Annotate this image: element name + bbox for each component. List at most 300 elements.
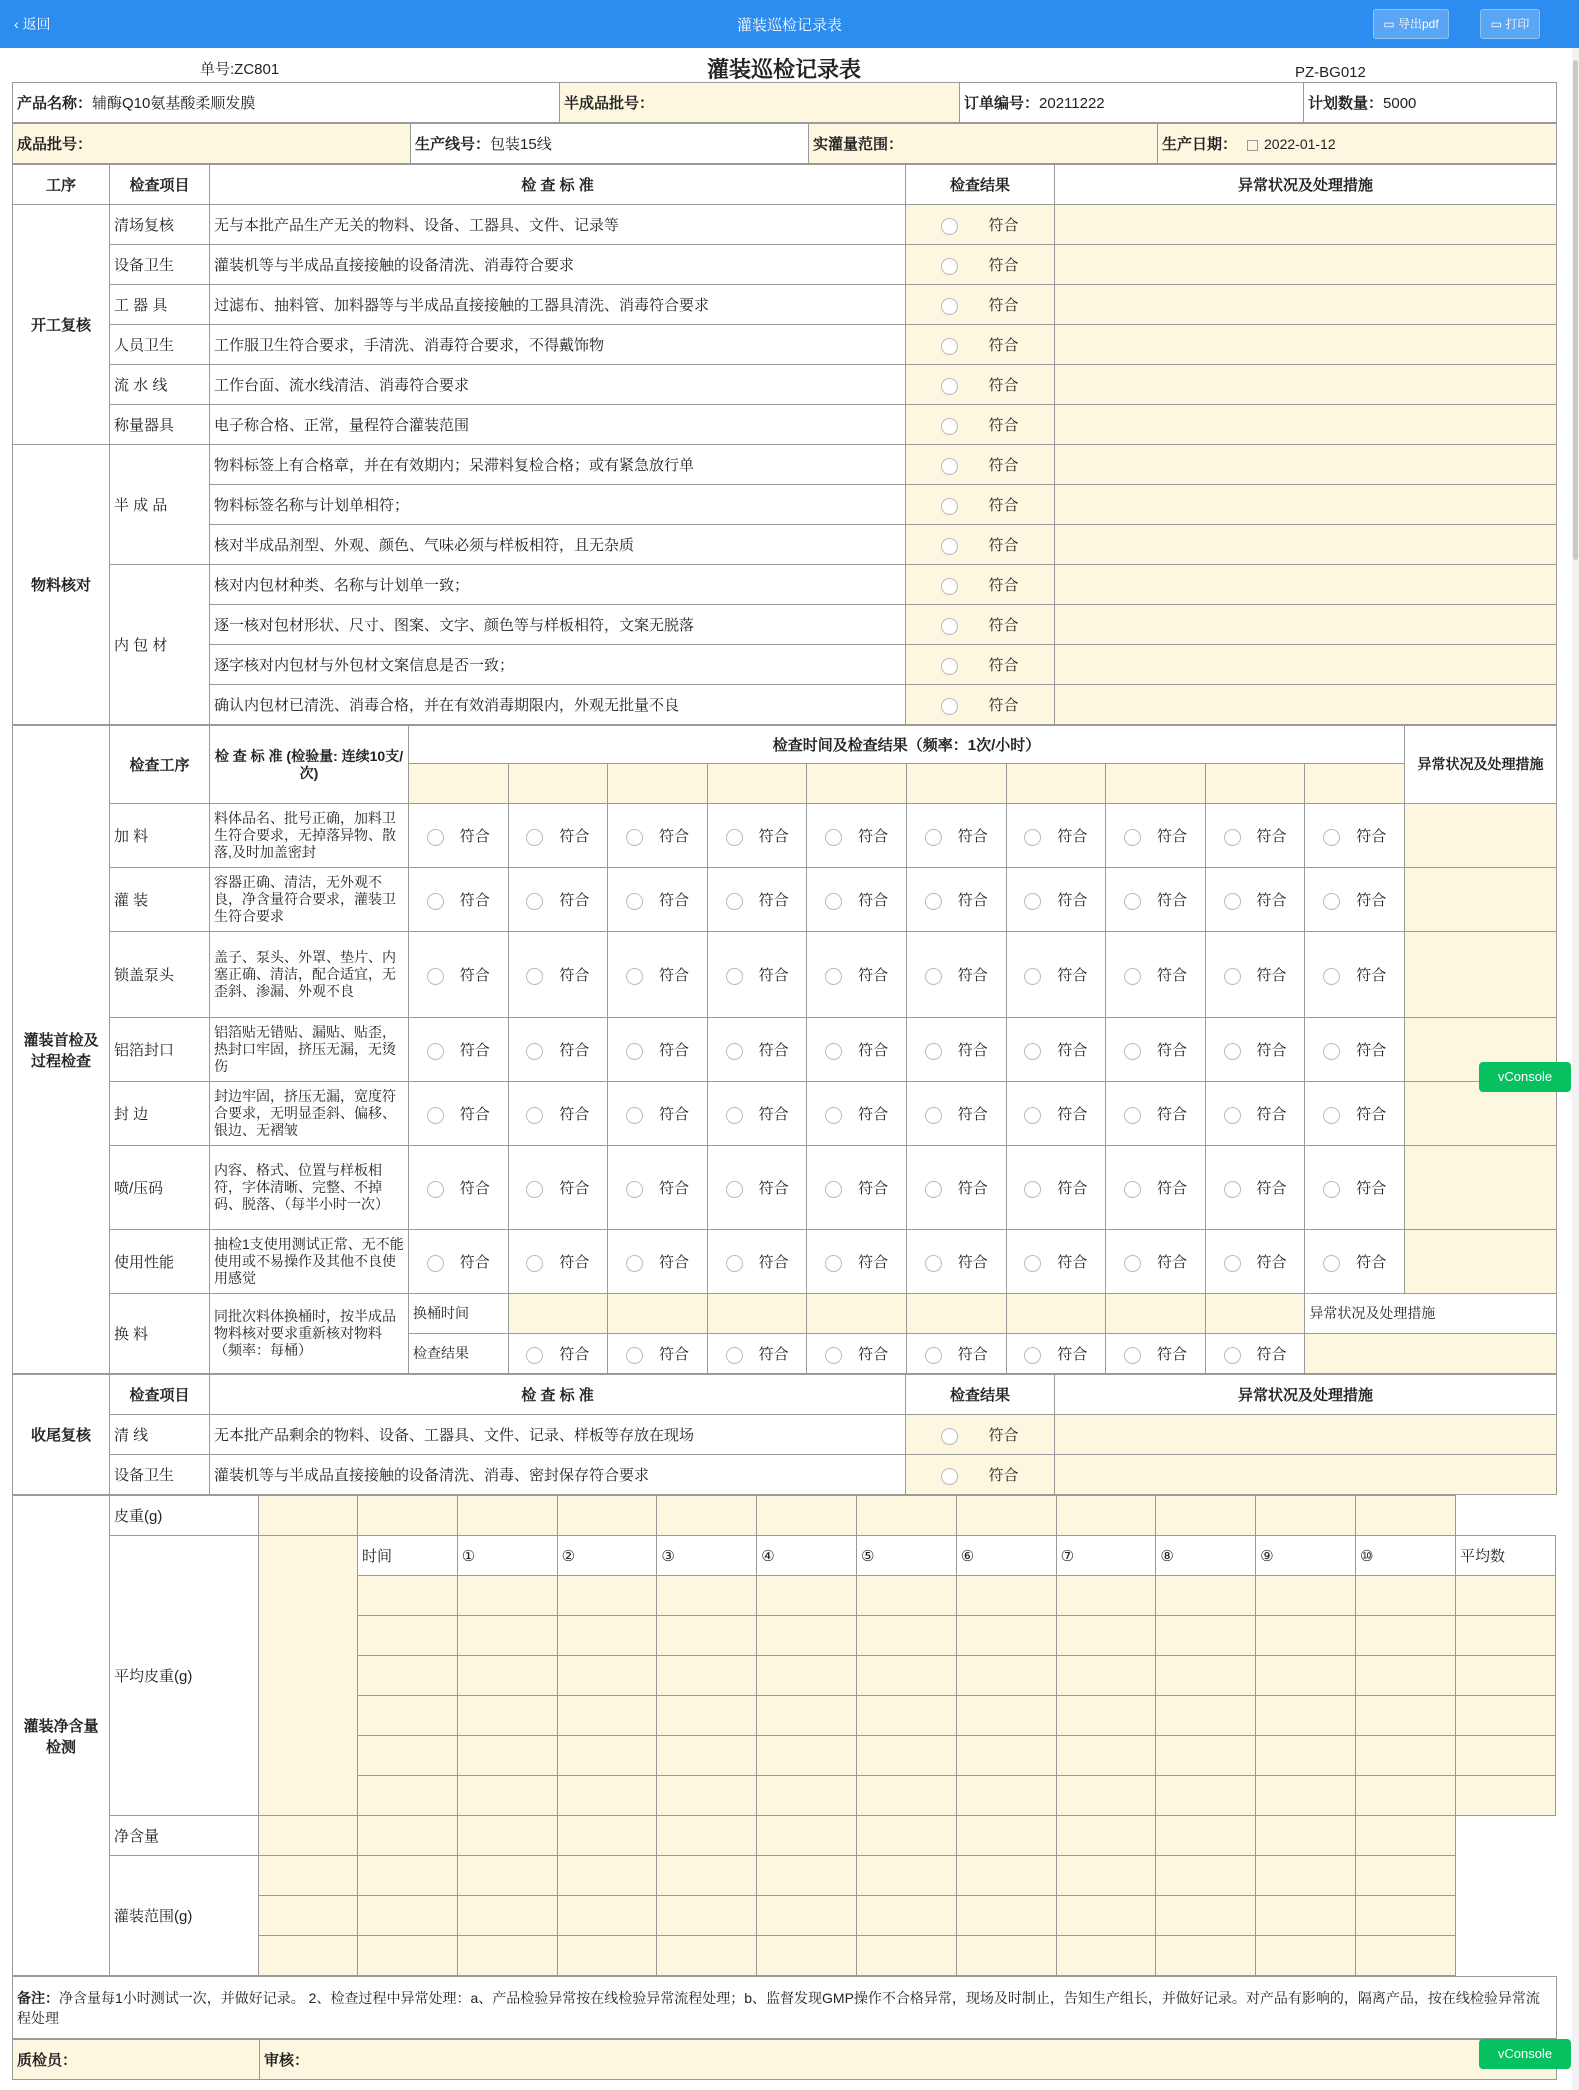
result-cell[interactable] (608, 932, 708, 1018)
abnormal-input[interactable] (1055, 565, 1557, 605)
measure-input[interactable] (757, 1616, 857, 1656)
radio-button[interactable] (427, 1107, 444, 1124)
measure-input[interactable] (956, 1776, 1056, 1816)
line-number-field[interactable]: 生产线号：包装15线 (411, 124, 809, 164)
radio-button[interactable] (941, 338, 958, 355)
net-content-input[interactable] (856, 1816, 956, 1856)
check-time-input[interactable] (1106, 764, 1206, 804)
tare-input[interactable] (956, 1496, 1056, 1536)
fill-range-input[interactable] (259, 1936, 358, 1976)
result-cell[interactable] (906, 804, 1006, 868)
fill-range-input[interactable] (757, 1896, 857, 1936)
measure-input[interactable] (956, 1616, 1056, 1656)
reviewer-field[interactable]: 审核： (260, 2040, 1557, 2080)
net-content-input[interactable] (1056, 1816, 1156, 1856)
vconsole-button[interactable]: vConsole (1479, 1062, 1571, 1092)
measure-input[interactable] (557, 1696, 657, 1736)
avg-tare-input[interactable] (259, 1536, 358, 1816)
measure-input[interactable] (1455, 1656, 1555, 1696)
check-time-input[interactable] (1006, 764, 1106, 804)
measure-input[interactable] (358, 1656, 458, 1696)
tare-input[interactable] (856, 1496, 956, 1536)
result-cell[interactable] (807, 868, 907, 932)
radio-button[interactable] (1124, 1255, 1141, 1272)
measure-input[interactable] (1256, 1656, 1356, 1696)
result-cell[interactable] (1305, 1082, 1405, 1146)
result-cell[interactable] (1205, 1082, 1305, 1146)
radio-button[interactable] (1323, 1255, 1340, 1272)
fill-range-input[interactable] (1256, 1896, 1356, 1936)
radio-button[interactable] (941, 1468, 958, 1485)
measure-input[interactable] (1056, 1616, 1156, 1656)
measure-input[interactable] (657, 1696, 757, 1736)
radio-button[interactable] (941, 498, 958, 515)
radio-button[interactable] (526, 968, 543, 985)
radio-button[interactable] (1124, 1107, 1141, 1124)
radio-button[interactable] (1323, 1043, 1340, 1060)
fill-range-input[interactable] (956, 1936, 1056, 1976)
result-cell[interactable] (906, 868, 1006, 932)
result-cell[interactable] (906, 932, 1006, 1018)
measure-input[interactable] (1355, 1576, 1455, 1616)
fill-range-input[interactable] (259, 1896, 358, 1936)
net-content-input[interactable] (757, 1816, 857, 1856)
change-abnormal-input[interactable] (1305, 1334, 1557, 1374)
measure-input[interactable] (757, 1696, 857, 1736)
measure-input[interactable] (358, 1736, 458, 1776)
radio-button[interactable] (1024, 1107, 1041, 1124)
fill-range-input[interactable] (1056, 1936, 1156, 1976)
change-time-input[interactable] (608, 1294, 708, 1334)
result-cell[interactable] (906, 1082, 1006, 1146)
result-cell[interactable] (409, 804, 509, 868)
radio-button[interactable] (626, 1043, 643, 1060)
radio-button[interactable] (825, 1347, 842, 1364)
radio-button[interactable] (1124, 1181, 1141, 1198)
result-cell[interactable] (1006, 1334, 1106, 1374)
result-cell[interactable] (1305, 804, 1405, 868)
abnormal-input[interactable] (1055, 485, 1557, 525)
result-cell[interactable] (608, 868, 708, 932)
radio-button[interactable] (726, 1347, 743, 1364)
radio-button[interactable] (526, 1107, 543, 1124)
radio-button[interactable] (1224, 1043, 1241, 1060)
radio-button[interactable] (825, 1181, 842, 1198)
check-time-input[interactable] (807, 764, 907, 804)
radio-button[interactable] (941, 418, 958, 435)
result-cell[interactable] (906, 325, 1055, 365)
result-cell[interactable] (807, 1082, 907, 1146)
result-cell[interactable] (508, 932, 608, 1018)
radio-button[interactable] (925, 1043, 942, 1060)
radio-button[interactable] (825, 1043, 842, 1060)
result-cell[interactable] (1006, 932, 1106, 1018)
radio-button[interactable] (825, 1107, 842, 1124)
radio-button[interactable] (825, 968, 842, 985)
result-cell[interactable] (707, 1018, 807, 1082)
radio-button[interactable] (726, 1255, 743, 1272)
check-time-input[interactable] (508, 764, 608, 804)
result-cell[interactable] (906, 605, 1055, 645)
net-content-input[interactable] (657, 1816, 757, 1856)
result-cell[interactable] (906, 365, 1055, 405)
result-cell[interactable] (608, 1334, 708, 1374)
measure-input[interactable] (457, 1656, 557, 1696)
radio-button[interactable] (1024, 968, 1041, 985)
result-cell[interactable] (707, 804, 807, 868)
measure-input[interactable] (457, 1616, 557, 1656)
result-cell[interactable] (508, 1082, 608, 1146)
fill-range-input[interactable] (856, 1936, 956, 1976)
result-cell[interactable] (906, 405, 1055, 445)
tare-input[interactable] (1256, 1496, 1356, 1536)
result-cell[interactable] (906, 445, 1055, 485)
measure-input[interactable] (1056, 1736, 1156, 1776)
measure-input[interactable] (557, 1656, 657, 1696)
radio-button[interactable] (1024, 1255, 1041, 1272)
net-content-input[interactable] (557, 1816, 657, 1856)
abnormal-input[interactable] (1405, 868, 1557, 932)
fill-range-input[interactable] (1355, 1936, 1455, 1976)
result-cell[interactable] (707, 932, 807, 1018)
fill-range-input[interactable] (657, 1896, 757, 1936)
result-cell[interactable] (1106, 1082, 1206, 1146)
measure-input[interactable] (1355, 1656, 1455, 1696)
change-time-input[interactable] (508, 1294, 608, 1334)
radio-button[interactable] (941, 578, 958, 595)
fill-range-input[interactable] (757, 1856, 857, 1896)
radio-button[interactable] (726, 893, 743, 910)
radio-button[interactable] (526, 1347, 543, 1364)
measure-input[interactable] (956, 1576, 1056, 1616)
radio-button[interactable] (626, 829, 643, 846)
radio-button[interactable] (1323, 968, 1340, 985)
radio-button[interactable] (726, 1107, 743, 1124)
radio-button[interactable] (526, 1255, 543, 1272)
product-name-field[interactable]: 产品名称：辅酶Q10氨基酸柔顺发膜 (13, 83, 560, 123)
radio-button[interactable] (526, 829, 543, 846)
result-cell[interactable] (906, 1018, 1006, 1082)
check-time-input[interactable] (1305, 764, 1405, 804)
net-content-input[interactable] (259, 1816, 358, 1856)
result-cell[interactable] (906, 1455, 1055, 1495)
radio-button[interactable] (941, 618, 958, 635)
abnormal-input[interactable] (1055, 1455, 1557, 1495)
measure-input[interactable] (856, 1656, 956, 1696)
fill-range-input[interactable] (1156, 1936, 1256, 1976)
measure-input[interactable] (757, 1576, 857, 1616)
radio-button[interactable] (626, 1347, 643, 1364)
result-cell[interactable] (1205, 868, 1305, 932)
change-time-input[interactable] (1106, 1294, 1206, 1334)
result-cell[interactable] (906, 565, 1055, 605)
measure-input[interactable] (757, 1736, 857, 1776)
radio-button[interactable] (427, 829, 444, 846)
result-cell[interactable] (409, 1018, 509, 1082)
measure-input[interactable] (1056, 1696, 1156, 1736)
radio-button[interactable] (925, 1255, 942, 1272)
result-cell[interactable] (707, 1230, 807, 1294)
result-cell[interactable] (906, 645, 1055, 685)
fill-range-input[interactable] (856, 1856, 956, 1896)
measure-input[interactable] (1156, 1656, 1256, 1696)
radio-button[interactable] (1124, 968, 1141, 985)
result-cell[interactable] (906, 1415, 1055, 1455)
measure-input[interactable] (657, 1736, 757, 1776)
measure-input[interactable] (1355, 1616, 1455, 1656)
radio-button[interactable] (825, 893, 842, 910)
measure-input[interactable] (557, 1736, 657, 1776)
semi-batch-field[interactable]: 半成品批号： (560, 83, 960, 123)
result-cell[interactable] (906, 1146, 1006, 1230)
result-cell[interactable] (608, 1082, 708, 1146)
radio-button[interactable] (925, 968, 942, 985)
radio-button[interactable] (427, 1255, 444, 1272)
change-time-input[interactable] (1205, 1294, 1305, 1334)
radio-button[interactable] (1024, 1347, 1041, 1364)
fill-range-input[interactable] (557, 1936, 657, 1976)
measure-input[interactable] (557, 1576, 657, 1616)
measure-input[interactable] (956, 1656, 1056, 1696)
radio-button[interactable] (925, 1347, 942, 1364)
radio-button[interactable] (941, 658, 958, 675)
radio-button[interactable] (941, 538, 958, 555)
measure-input[interactable] (956, 1696, 1056, 1736)
measure-input[interactable] (358, 1776, 458, 1816)
change-time-input[interactable] (707, 1294, 807, 1334)
abnormal-input[interactable] (1055, 1415, 1557, 1455)
fill-range-input[interactable] (1256, 1856, 1356, 1896)
measure-input[interactable] (1056, 1656, 1156, 1696)
measure-input[interactable] (457, 1576, 557, 1616)
result-cell[interactable] (508, 1230, 608, 1294)
radio-button[interactable] (526, 1043, 543, 1060)
measure-input[interactable] (1455, 1616, 1555, 1656)
result-cell[interactable] (1106, 804, 1206, 868)
result-cell[interactable] (1106, 1146, 1206, 1230)
result-cell[interactable] (1106, 868, 1206, 932)
change-time-input[interactable] (1006, 1294, 1106, 1334)
radio-button[interactable] (1024, 829, 1041, 846)
measure-input[interactable] (657, 1776, 757, 1816)
radio-button[interactable] (1124, 1043, 1141, 1060)
radio-button[interactable] (1224, 1107, 1241, 1124)
tare-input[interactable] (358, 1496, 458, 1536)
radio-button[interactable] (1224, 1255, 1241, 1272)
measure-input[interactable] (856, 1616, 956, 1656)
abnormal-input[interactable] (1405, 932, 1557, 1018)
tare-input[interactable] (1355, 1496, 1455, 1536)
qc-inspector-field[interactable]: 质检员： (13, 2040, 260, 2080)
abnormal-input[interactable] (1055, 445, 1557, 485)
result-cell[interactable] (409, 1082, 509, 1146)
net-content-input[interactable] (358, 1816, 458, 1856)
result-cell[interactable] (1006, 1230, 1106, 1294)
back-button[interactable] (14, 14, 51, 34)
net-content-input[interactable] (457, 1816, 557, 1856)
result-cell[interactable] (1006, 1018, 1106, 1082)
fill-range-input[interactable] (358, 1856, 458, 1896)
radio-button[interactable] (1224, 829, 1241, 846)
result-cell[interactable] (906, 245, 1055, 285)
order-number-field[interactable]: 订单编号：20211222 (960, 83, 1304, 123)
result-cell[interactable] (906, 1334, 1006, 1374)
measure-input[interactable] (358, 1696, 458, 1736)
fill-range-input[interactable] (1355, 1896, 1455, 1936)
measure-input[interactable] (1156, 1776, 1256, 1816)
abnormal-input[interactable] (1405, 804, 1557, 868)
measure-input[interactable] (1156, 1616, 1256, 1656)
radio-button[interactable] (726, 829, 743, 846)
radio-button[interactable] (941, 458, 958, 475)
result-cell[interactable] (707, 868, 807, 932)
measure-input[interactable] (1056, 1576, 1156, 1616)
measure-input[interactable] (358, 1616, 458, 1656)
result-cell[interactable] (1106, 1230, 1206, 1294)
result-cell[interactable] (1205, 932, 1305, 1018)
result-cell[interactable] (409, 1146, 509, 1230)
result-cell[interactable] (1305, 1018, 1405, 1082)
radio-button[interactable] (726, 1043, 743, 1060)
result-cell[interactable] (906, 525, 1055, 565)
tare-input[interactable] (757, 1496, 857, 1536)
net-content-input[interactable] (1355, 1816, 1455, 1856)
radio-button[interactable] (1224, 1347, 1241, 1364)
result-cell[interactable] (1006, 804, 1106, 868)
result-cell[interactable] (1205, 804, 1305, 868)
result-cell[interactable] (1205, 1146, 1305, 1230)
result-cell[interactable] (707, 1146, 807, 1230)
radio-button[interactable] (626, 1107, 643, 1124)
measure-input[interactable] (457, 1736, 557, 1776)
abnormal-input[interactable] (1055, 325, 1557, 365)
result-cell[interactable] (707, 1082, 807, 1146)
measure-input[interactable] (856, 1776, 956, 1816)
check-time-input[interactable] (1205, 764, 1305, 804)
measure-input[interactable] (1355, 1776, 1455, 1816)
measure-input[interactable] (1455, 1736, 1555, 1776)
result-cell[interactable] (608, 1018, 708, 1082)
abnormal-input[interactable] (1055, 245, 1557, 285)
print-button[interactable] (1480, 9, 1540, 39)
abnormal-input[interactable] (1055, 205, 1557, 245)
result-cell[interactable] (1205, 1018, 1305, 1082)
measure-input[interactable] (757, 1776, 857, 1816)
abnormal-input[interactable] (1405, 1230, 1557, 1294)
measure-input[interactable] (856, 1696, 956, 1736)
abnormal-input[interactable] (1055, 605, 1557, 645)
radio-button[interactable] (1323, 893, 1340, 910)
result-cell[interactable] (409, 868, 509, 932)
abnormal-input[interactable] (1055, 645, 1557, 685)
fill-range-input[interactable] (259, 1856, 358, 1896)
result-cell[interactable] (807, 1018, 907, 1082)
result-cell[interactable] (1006, 1146, 1106, 1230)
radio-button[interactable] (427, 893, 444, 910)
radio-button[interactable] (626, 893, 643, 910)
result-cell[interactable] (1205, 1334, 1305, 1374)
result-cell[interactable] (1305, 932, 1405, 1018)
check-time-input[interactable] (707, 764, 807, 804)
radio-button[interactable] (1224, 1181, 1241, 1198)
abnormal-input[interactable] (1055, 405, 1557, 445)
result-cell[interactable] (906, 1230, 1006, 1294)
abnormal-input[interactable] (1055, 365, 1557, 405)
result-cell[interactable] (1305, 868, 1405, 932)
fill-range-input[interactable] (1156, 1896, 1256, 1936)
change-time-input[interactable] (906, 1294, 1006, 1334)
radio-button[interactable] (1323, 1181, 1340, 1198)
radio-button[interactable] (941, 378, 958, 395)
result-cell[interactable] (707, 1334, 807, 1374)
abnormal-input[interactable] (1055, 685, 1557, 725)
result-cell[interactable] (807, 804, 907, 868)
measure-input[interactable] (1256, 1776, 1356, 1816)
radio-button[interactable] (941, 218, 958, 235)
measure-input[interactable] (1256, 1736, 1356, 1776)
measure-input[interactable] (657, 1656, 757, 1696)
measure-input[interactable] (1256, 1696, 1356, 1736)
result-cell[interactable] (608, 1230, 708, 1294)
radio-button[interactable] (1024, 893, 1041, 910)
radio-button[interactable] (427, 1181, 444, 1198)
radio-button[interactable] (941, 698, 958, 715)
tare-input[interactable] (259, 1496, 358, 1536)
measure-input[interactable] (457, 1776, 557, 1816)
tare-input[interactable] (657, 1496, 757, 1536)
scrollbar-thumb[interactable] (1573, 60, 1578, 560)
net-content-input[interactable] (1156, 1816, 1256, 1856)
plan-quantity-field[interactable]: 计划数量：5000 (1304, 83, 1557, 123)
measure-input[interactable] (856, 1736, 956, 1776)
radio-button[interactable] (925, 1181, 942, 1198)
fill-range-input[interactable] (856, 1896, 956, 1936)
radio-button[interactable] (941, 298, 958, 315)
change-time-input[interactable] (807, 1294, 907, 1334)
result-cell[interactable] (1106, 932, 1206, 1018)
measure-input[interactable] (1156, 1696, 1256, 1736)
measure-input[interactable] (557, 1776, 657, 1816)
radio-button[interactable] (925, 893, 942, 910)
result-cell[interactable] (508, 1334, 608, 1374)
result-cell[interactable] (409, 932, 509, 1018)
measure-input[interactable] (358, 1576, 458, 1616)
radio-button[interactable] (626, 1255, 643, 1272)
measure-input[interactable] (1256, 1616, 1356, 1656)
fill-range-input[interactable] (457, 1856, 557, 1896)
radio-button[interactable] (1124, 829, 1141, 846)
fill-range-input[interactable] (1056, 1856, 1156, 1896)
tare-input[interactable] (1156, 1496, 1256, 1536)
radio-button[interactable] (526, 893, 543, 910)
measure-input[interactable] (557, 1616, 657, 1656)
measure-input[interactable] (1156, 1736, 1256, 1776)
measure-input[interactable] (1355, 1696, 1455, 1736)
result-cell[interactable] (906, 285, 1055, 325)
measure-input[interactable] (657, 1576, 757, 1616)
result-cell[interactable] (1006, 868, 1106, 932)
measure-input[interactable] (757, 1656, 857, 1696)
fill-range-input[interactable] (956, 1856, 1056, 1896)
radio-button[interactable] (941, 258, 958, 275)
measure-input[interactable] (1455, 1696, 1555, 1736)
measure-input[interactable] (956, 1736, 1056, 1776)
radio-button[interactable] (726, 1181, 743, 1198)
abnormal-input[interactable] (1405, 1146, 1557, 1230)
result-cell[interactable] (807, 1334, 907, 1374)
result-cell[interactable] (1106, 1334, 1206, 1374)
radio-button[interactable] (1124, 893, 1141, 910)
